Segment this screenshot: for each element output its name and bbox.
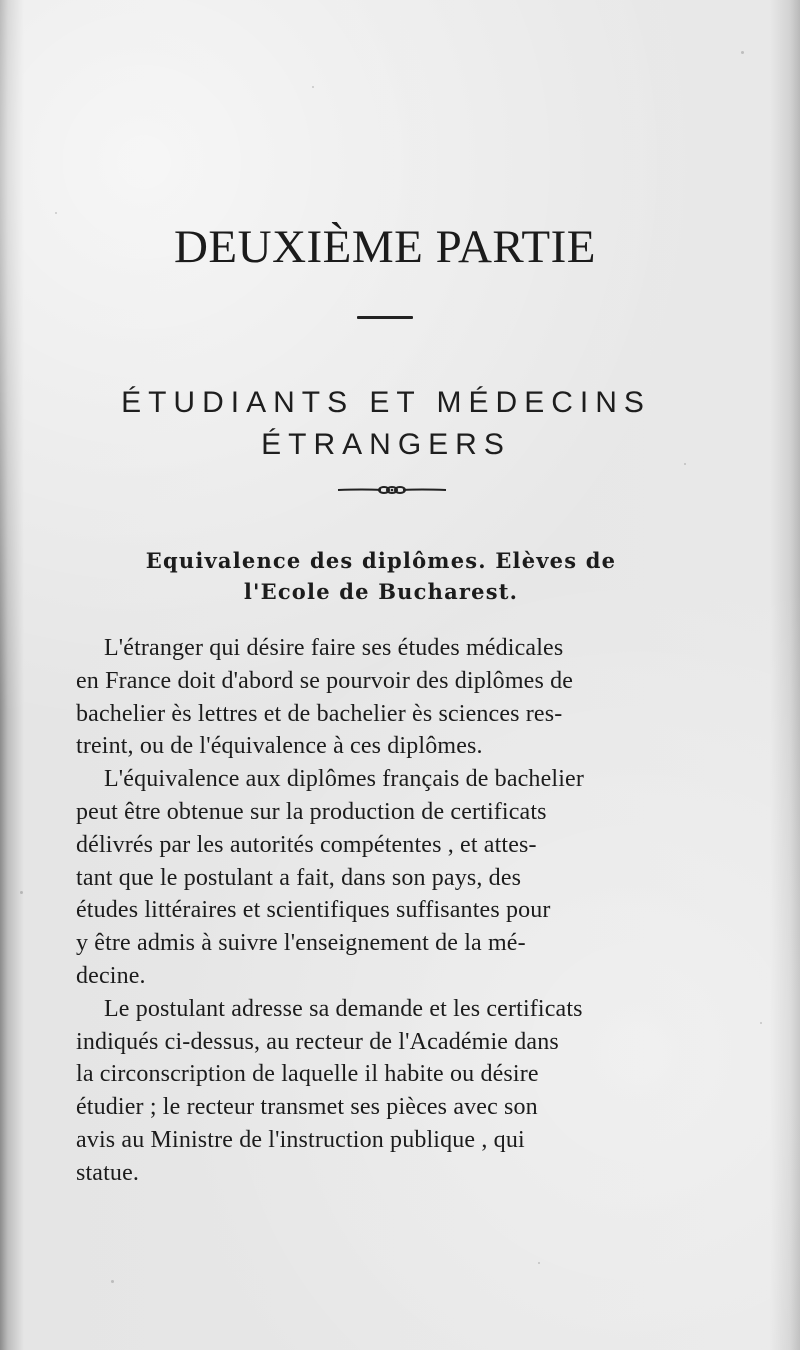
paragraph-1	[76, 632, 706, 763]
part-title: DEUXIÈME PARTIE	[173, 221, 596, 273]
paragraph-3-line-4: étudier ; le recteur transmet ses pièces avec son	[76, 1094, 538, 1121]
paragraph-1-line-1: L'étranger qui désire faire ses études médicales	[104, 635, 564, 661]
paper-speck	[538, 1262, 540, 1264]
paragraph-1-line-4: treint, ou de l'équivalence à ces diplômes.	[76, 733, 483, 760]
section-title-line-1: ÉTUDIANTS ET MÉDECINS	[121, 386, 651, 419]
paragraph-3-line-3: la circonscription de laquelle il habite ou désire	[76, 1061, 539, 1088]
paper-speck	[20, 891, 23, 894]
paragraph-2	[76, 763, 706, 993]
paragraph-3	[76, 993, 706, 1190]
paragraph-2-line-2: peut être obtenue sur la production de certificats	[76, 798, 547, 825]
paragraph-2-line-1: L'équivalence aux diplômes français de bachelier	[104, 766, 584, 793]
section-title-line-2: ÉTRANGERS	[261, 428, 511, 461]
paragraph-3-line-6: statue.	[76, 1159, 140, 1186]
paragraph-2-line-3: délivrés par les autorités compétentes , et attes-	[76, 831, 537, 858]
paragraph-1-line-2: en France doit d'abord se pourvoir des diplômes de	[76, 667, 574, 694]
paragraph-3-line-2: indiqués ci-dessus, au recteur de l'Académie dans	[76, 1028, 559, 1055]
short-divider	[357, 316, 413, 319]
paper-speck	[741, 51, 744, 54]
paragraph-1-line-3: bachelier ès lettres et de bachelier ès sciences res-	[76, 700, 563, 727]
paper-speck	[111, 1280, 114, 1283]
subheading-line-2: l'Ecole de Bucharest.	[243, 579, 519, 604]
subheading	[86, 545, 676, 607]
paragraph-2-line-7: decine.	[76, 962, 146, 989]
paper-speck	[55, 212, 57, 214]
section-title	[72, 382, 700, 466]
paper-speck	[312, 86, 314, 88]
body-text	[76, 632, 706, 1190]
subheading-line-1: Equivalence des diplômes. Elèves de	[145, 548, 617, 573]
ornamental-divider-icon	[336, 481, 448, 499]
paragraph-3-line-5: avis au Ministre de l'instruction publique , qui	[76, 1126, 525, 1153]
paragraph-2-line-4: tant que le postulant a fait, dans son pays, des	[76, 864, 522, 891]
paragraph-3-line-1: Le postulant adresse sa demande et les certificats	[104, 995, 583, 1022]
paragraph-2-line-5: études littéraires et scientifiques suffisantes pour	[76, 897, 551, 924]
paper-speck	[760, 1022, 762, 1024]
paragraph-2-line-6: y être admis à suivre l'enseignement de la mé-	[76, 930, 526, 957]
